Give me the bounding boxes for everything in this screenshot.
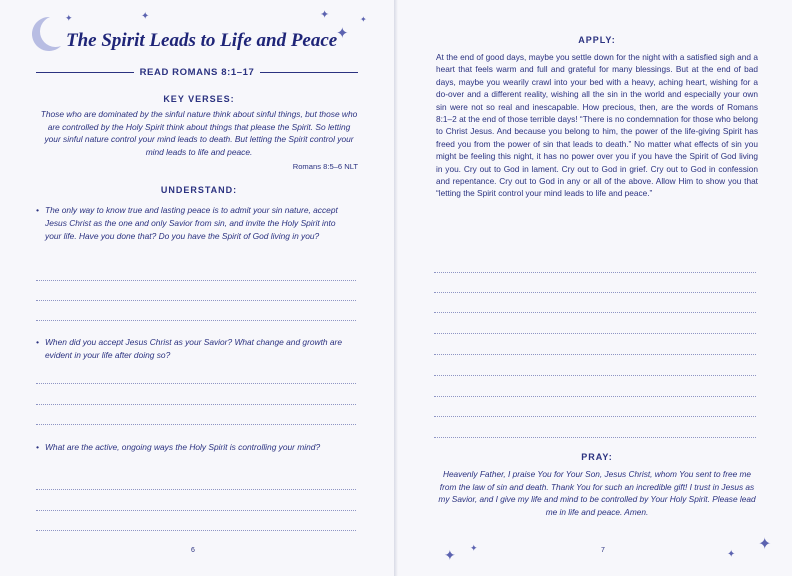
- writing-line[interactable]: [36, 404, 356, 405]
- sparkle-star-icon: ✦: [444, 547, 456, 563]
- crescent-moon-icon: [28, 14, 64, 54]
- sparkle-star-icon: ✦: [141, 11, 150, 22]
- writing-line[interactable]: [36, 424, 356, 425]
- sparkle-star-icon: ✦: [65, 13, 73, 23]
- apply-heading: APPLY:: [578, 35, 616, 45]
- understand-heading: UNDERSTAND:: [160, 185, 238, 195]
- page-number: 6: [191, 547, 195, 554]
- page-title: The Spirit Leads to Life and Peace: [66, 30, 338, 51]
- sparkle-star-icon: ✦: [360, 15, 367, 24]
- question-1: [36, 204, 351, 242]
- writing-line[interactable]: [36, 383, 356, 384]
- writing-line[interactable]: [434, 312, 756, 313]
- writing-line[interactable]: [434, 437, 756, 438]
- sparkle-star-icon: ✦: [470, 543, 478, 553]
- question-text: The only way to know true and lasting peace is to admit your sin nature, accept Jesus Christ as the one and only Savior from sin, and invite the Holy Spirit into your life. Have you done that? Do you have the Spirit of God living in you?: [45, 205, 338, 241]
- key-verses-text: Those who are dominated by the sinful nature think about sinful things, but those who are controlled by the Holy Spirit think about things that please the Spirit. So letting your sinful nature control your mind leads to death. But letting the Spirit control your mind leads to life and peace.: [40, 109, 358, 157]
- writing-line[interactable]: [434, 292, 756, 293]
- bullet: •: [36, 205, 39, 215]
- reading-reference: READ ROMANS 8:1–17: [134, 67, 261, 78]
- writing-line[interactable]: [36, 489, 356, 490]
- bullet: •: [36, 442, 39, 452]
- writing-line[interactable]: [434, 272, 756, 273]
- bullet: •: [36, 337, 39, 347]
- writing-line[interactable]: [36, 530, 356, 531]
- sparkle-star-icon: ✦: [336, 25, 349, 42]
- scripture-reading: [36, 66, 358, 80]
- apply-text: At the end of good days, maybe you settle down for the night with a satisfied sigh and a heart that feels warm and full and grateful for many blessings. But at the end of bad days, maybe you wearily crawl into your bed with a heavy, aching heart, wishing for a do-over and a different reality, wishing all the sin in the world and especially your own sin were not so real and inescapable. How precious, then, are the words of Romans 8:1–2 at the end of those terrible days! “There is no condemnation for those who belong to Christ Jesus. And because you belong to him, the power of the life-giving Spirit has freed you from the power of sin that leads to death.” No matter what effects of sin you might be feeling this night, it has no power over you if you have the Spirit of God living in you. Cry out to God in lament. Cry out to God in grief. Cry out to God in confession and repentance. Cry out to God in any or all of the above. Allow Him to show you that “letting the Spirit control your mind leads to life and peace.”: [436, 52, 758, 199]
- key-verses-heading: KEY VERSES:: [163, 94, 235, 104]
- writing-line[interactable]: [36, 510, 356, 511]
- question-2: [36, 336, 351, 362]
- writing-line[interactable]: [434, 375, 756, 376]
- writing-line[interactable]: [434, 354, 756, 355]
- writing-line[interactable]: [36, 320, 356, 321]
- writing-line[interactable]: [36, 280, 356, 281]
- page-number: 7: [601, 547, 605, 554]
- pray-text: Heavenly Father, I praise You for Your Son, Jesus Christ, whom You sent to free me from the law of sin and death. Thank You for such an incredible gift! I trust in Jesus as my Savior, and I give my life and mind to be controlled by Your Holy Spirit. Please lead me in life and peace. Amen.: [438, 469, 756, 517]
- sparkle-star-icon: ✦: [727, 549, 736, 560]
- pray-heading: PRAY:: [581, 452, 613, 462]
- writing-line[interactable]: [434, 333, 756, 334]
- writing-line[interactable]: [434, 396, 756, 397]
- question-text: When did you accept Jesus Christ as your Savior? What change and growth are evident in your life after doing so?: [45, 337, 343, 360]
- key-verses-reference: Romans 8:5–6 NLT: [292, 162, 358, 171]
- writing-line[interactable]: [36, 300, 356, 301]
- writing-line[interactable]: [434, 416, 756, 417]
- question-3: [36, 441, 351, 454]
- sparkle-star-icon: ✦: [320, 9, 330, 21]
- question-text: What are the active, ongoing ways the Holy Spirit is controlling your mind?: [45, 442, 321, 452]
- sparkle-star-icon: ✦: [758, 536, 772, 553]
